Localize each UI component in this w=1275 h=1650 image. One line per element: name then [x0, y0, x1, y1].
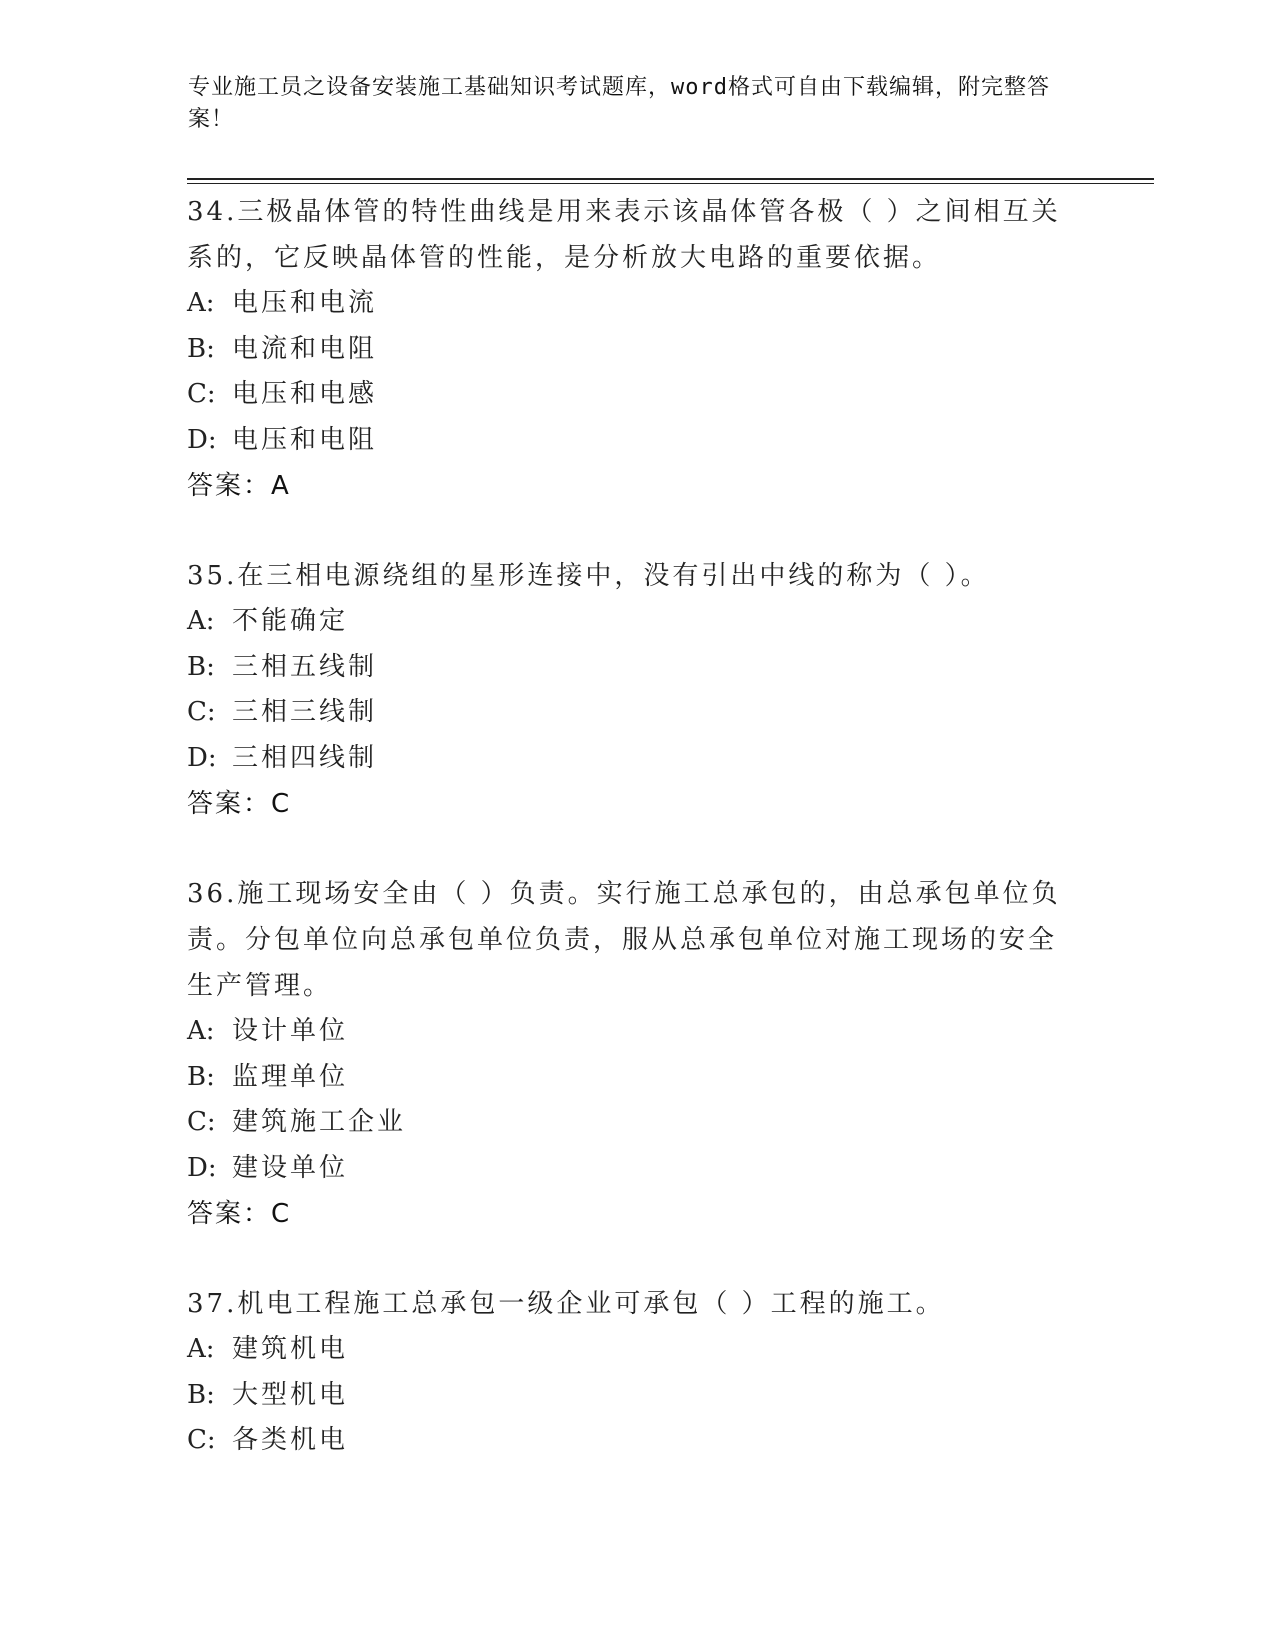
- option-letter: A:: [187, 1334, 215, 1364]
- option-letter: A:: [187, 606, 215, 636]
- question-stem: 36.施工现场安全由（ ）负责。实行施工总承包的，由总承包单位负责。分包单位向总承包单位负责，服从总承包单位对施工现场的安全生产管理。: [187, 879, 1061, 1001]
- option-letter: B:: [187, 333, 215, 364]
- option-b: [187, 645, 1067, 691]
- option-c: [187, 690, 1067, 736]
- option-text: 电流和电阻: [232, 333, 378, 364]
- option-letter: B:: [187, 1061, 215, 1092]
- option-letter: D:: [187, 742, 217, 773]
- question-35: [187, 553, 1067, 827]
- option-text: 三相五线制: [232, 651, 378, 682]
- header-divider-top: [187, 178, 1154, 180]
- option-text: 大型机电: [232, 1379, 349, 1410]
- option-text: 不能确定: [232, 606, 349, 636]
- option-b: [187, 1373, 1067, 1419]
- option-b: [187, 1055, 1067, 1101]
- question-37: [187, 1281, 1067, 1464]
- option-letter: C:: [187, 1425, 216, 1455]
- option-a: [187, 1009, 1067, 1055]
- option-b: [187, 327, 1067, 373]
- option-c: [187, 372, 1067, 418]
- question-36: [187, 871, 1067, 1237]
- answer-line: 答案：A: [187, 471, 291, 501]
- option-text: 监理单位: [232, 1061, 349, 1092]
- option-letter: B:: [187, 1379, 215, 1410]
- option-letter: D:: [187, 1152, 217, 1183]
- option-text: 电压和电感: [232, 379, 378, 409]
- answer-line: 答案：C: [187, 1199, 292, 1229]
- option-text: 各类机电: [232, 1425, 349, 1455]
- option-c: [187, 1100, 1067, 1146]
- option-letter: C:: [187, 697, 216, 727]
- option-letter: B:: [187, 651, 215, 682]
- option-text: 电压和电流: [232, 288, 378, 318]
- option-d: [187, 418, 1067, 464]
- question-stem: 34.三极晶体管的特性曲线是用来表示该晶体管各极（ ）之间相互关系的，它反映晶体管的性能，是分析放大电路的重要依据。: [187, 197, 1061, 273]
- document-header: 专业施工员之设备安装施工基础知识考试题库，word格式可自由下载编辑，附完整答案！: [188, 75, 1050, 132]
- question-list: [187, 189, 1067, 1508]
- option-text: 建筑机电: [232, 1334, 349, 1364]
- option-a: [187, 281, 1067, 327]
- option-letter: C:: [187, 1107, 216, 1137]
- option-a: [187, 1327, 1067, 1373]
- option-text: 设计单位: [232, 1016, 349, 1046]
- option-text: 三相四线制: [232, 742, 378, 773]
- option-letter: C:: [187, 379, 216, 409]
- question-stem: 37.机电工程施工总承包一级企业可承包（ ）工程的施工。: [187, 1289, 945, 1319]
- option-letter: A:: [187, 1016, 215, 1046]
- header-divider-bottom: [187, 183, 1154, 184]
- option-text: 建筑施工企业: [232, 1107, 407, 1137]
- option-d: [187, 1146, 1067, 1192]
- question-34: [187, 189, 1067, 509]
- option-letter: A:: [187, 288, 215, 318]
- option-text: 三相三线制: [232, 697, 378, 727]
- option-c: [187, 1418, 1067, 1464]
- answer-line: 答案：C: [187, 789, 292, 819]
- option-a: [187, 599, 1067, 645]
- question-stem: 35.在三相电源绕组的星形连接中，没有引出中线的称为（ ）。: [187, 561, 990, 591]
- option-text: 电压和电阻: [232, 424, 378, 455]
- option-letter: D:: [187, 424, 217, 455]
- option-d: [187, 736, 1067, 782]
- option-text: 建设单位: [232, 1152, 349, 1183]
